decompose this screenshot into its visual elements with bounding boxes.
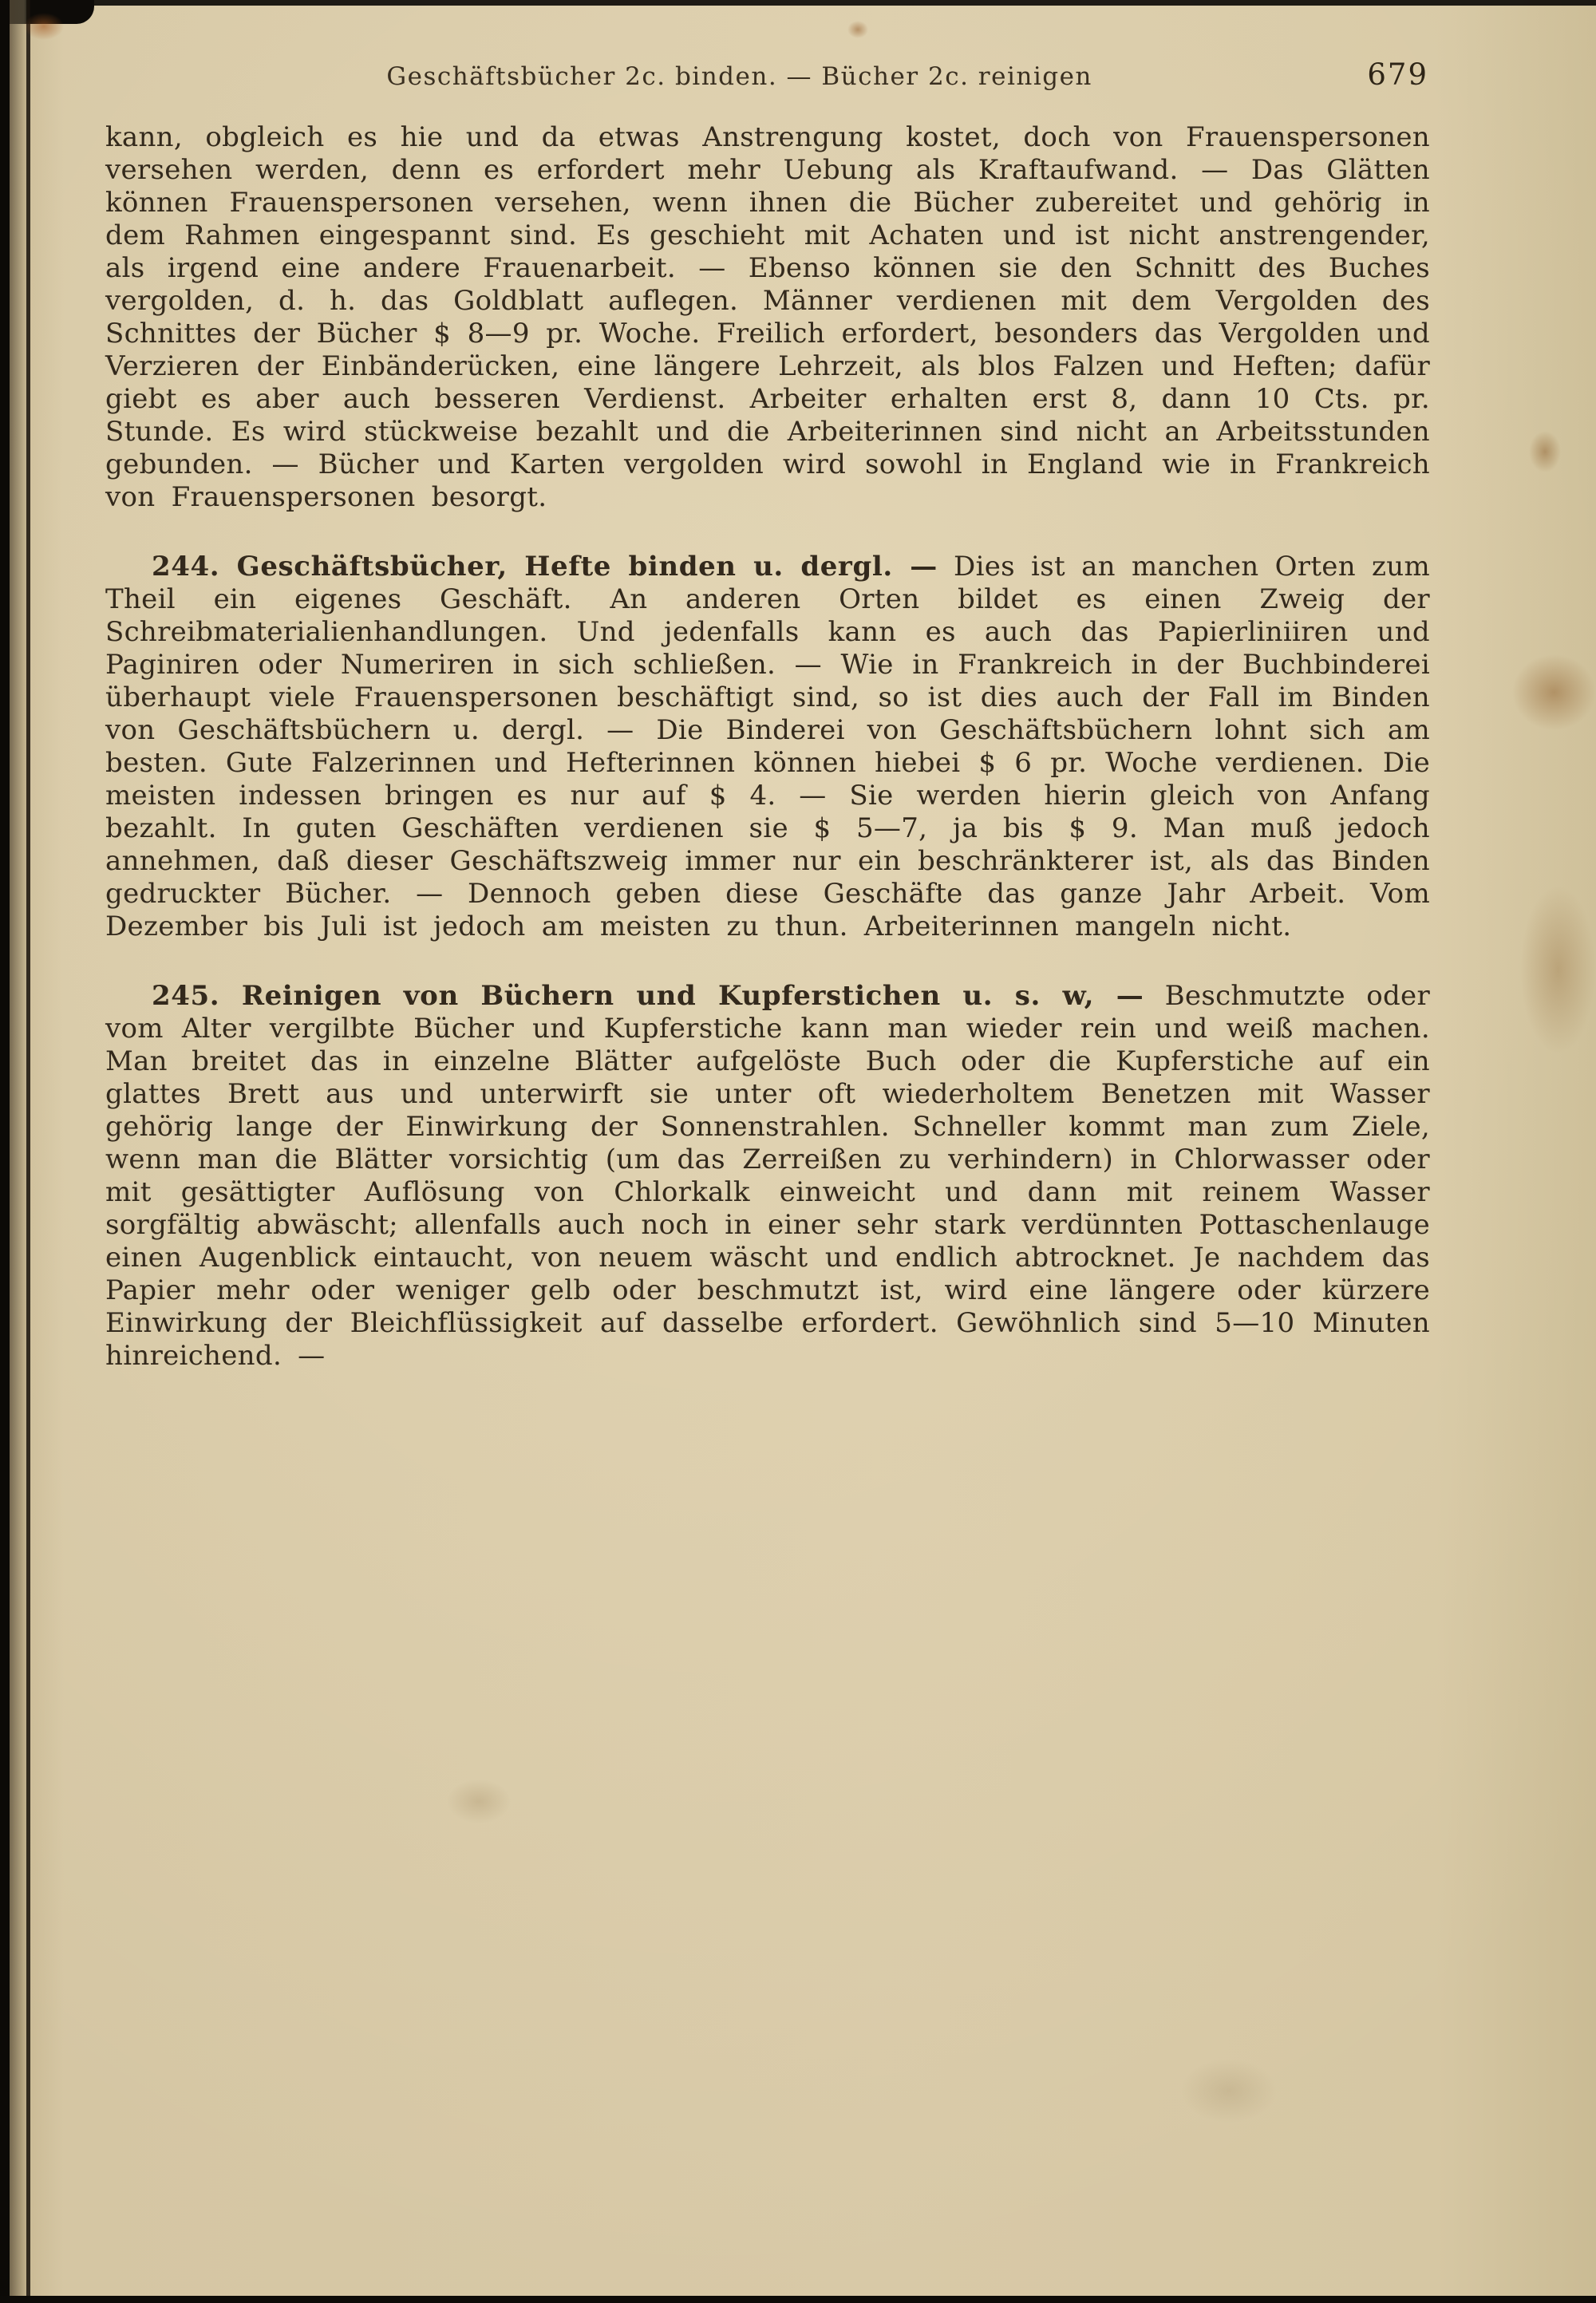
text-block bbox=[105, 59, 1430, 1373]
page-number: 679 bbox=[1367, 57, 1428, 92]
paragraph-text: Beschmutzte oder vom Alter vergilbte Bücher und Kupferstiche kann man wieder rein und weiß machen. Man breitet das in einzelne Blätter aufgelöste Buch oder die Kupferstiche auf ein glattes Brett aus und unterwirft sie unter oft wiederholtem Benetzen mit Wasser gehörig lange der Einwirkung der Sonnenstrahlen. Schneller kommt man zum Ziele, wenn man die Blätter vorsichtig (um das Zerreißen zu verhindern) in Chlorwasser oder mit gesättigter Auflösung von Chlorkalk einweicht und dann mit reinem Wasser sorgfältig abwäscht; allenfalls auch noch in einer sehr stark verdünnten Pottaschenlauge einen Augenblick eintaucht, von neuem wäscht und endlich abtrocknet. Je nachdem das Papier mehr oder weniger gelb oder beschmutzt ist, wird eine längere oder kürzere Einwirkung der Bleichflüssigkeit auf dasselbe erfordert. Gewöhnlich sind 5—10 Minuten hinreichend. — bbox=[105, 980, 1430, 1372]
section-245-heading: 245. Reinigen von Büchern und Kupferstichen u. s. w, — bbox=[152, 980, 1144, 1012]
paper-stain bbox=[1181, 2059, 1277, 2123]
paper-stain bbox=[1520, 886, 1596, 1053]
running-head bbox=[105, 59, 1430, 97]
paper-stain bbox=[447, 1780, 511, 1823]
gutter-line bbox=[26, 0, 30, 2303]
book-spine-edge bbox=[0, 0, 10, 2303]
paper-stain bbox=[1512, 654, 1596, 730]
section-244-heading: 244. Geschäftsbücher, Hefte binden u. dergl. — bbox=[152, 551, 938, 583]
paper-stain bbox=[847, 21, 868, 38]
paragraph-continuation bbox=[105, 121, 1430, 514]
paper-stain bbox=[1529, 431, 1561, 472]
page-edge-bottom bbox=[0, 2296, 1596, 2303]
paragraph-text: kann, obgleich es hie und da etwas Anstrengung kostet, doch von Frauenspersonen versehen werden, denn es erfordert mehr Uebung als Kraftaufwand. — Das Glätten können Frauenspersonen versehen, wenn ihnen die Bücher zubereitet und gehörig in dem Rahmen eingespannt sind. Es geschieht mit Achaten und ist nicht anstrengender, als irgend eine andere Frauenarbeit. — Ebenso können sie den Schnitt des Buches vergolden, d. h. das Goldblatt auflegen. Männer verdienen mit dem Vergolden des Schnittes der Bücher $ 8—9 pr. Woche. Freilich erfordert, besonders das Vergolden und Verzieren der Einbänderücken, eine längere Lehrzeit, als blos Falzen und Heften; dafür giebt es aber auch besseren Verdienst. Arbeiter erhalten erst 8, dann 10 Cts. pr. Stunde. Es wird stückweise bezahlt und die Arbeiterinnen sind nicht an Arbeitsstunden gebunden. — Bücher und Karten vergolden wird sowohl in England wie in Frankreich von Frauenspersonen besorgt. bbox=[105, 121, 1430, 513]
paragraph-text: Dies ist an manchen Orten zum Theil ein eigenes Geschäft. An anderen Orten bildet es einen Zweig der Schreibmaterialienhandlungen. Und jedenfalls kann es auch das Papierliniiren und Paginiren oder Numeriren in sich schließen. — Wie in Frankreich in der Buchbinderei überhaupt viele Frauenspersonen beschäftigt sind, so ist dies auch der Fall im Binden von Geschäftsbüchern u. dergl. — Die Binderei von Geschäftsbüchern lohnt sich am besten. Gute Falzerinnen und Hefterinnen können hiebei $ 6 pr. Woche verdienen. Die meisten indessen bringen es nur auf $ 4. — Sie werden hierin gleich von Anfang bezahlt. In guten Geschäften verdienen sie $ 5—7, ja bis $ 9. Man muß jedoch annehmen, daß dieser Geschäftszweig immer nur ein beschränkterer ist, als das Binden gedruckter Bücher. — Dennoch geben diese Geschäfte das ganze Jahr Arbeit. Vom Dezember bis Juli ist jedoch am meisten zu thun. Arbeiterinnen mangeln nicht. bbox=[105, 551, 1431, 942]
running-head-title: Geschäftsbücher 2c. binden. — Bücher 2c. reinigen bbox=[386, 62, 1092, 91]
paragraph-section-244 bbox=[105, 551, 1430, 943]
paragraph-section-245 bbox=[105, 980, 1430, 1373]
page-edge-top bbox=[0, 0, 1596, 6]
